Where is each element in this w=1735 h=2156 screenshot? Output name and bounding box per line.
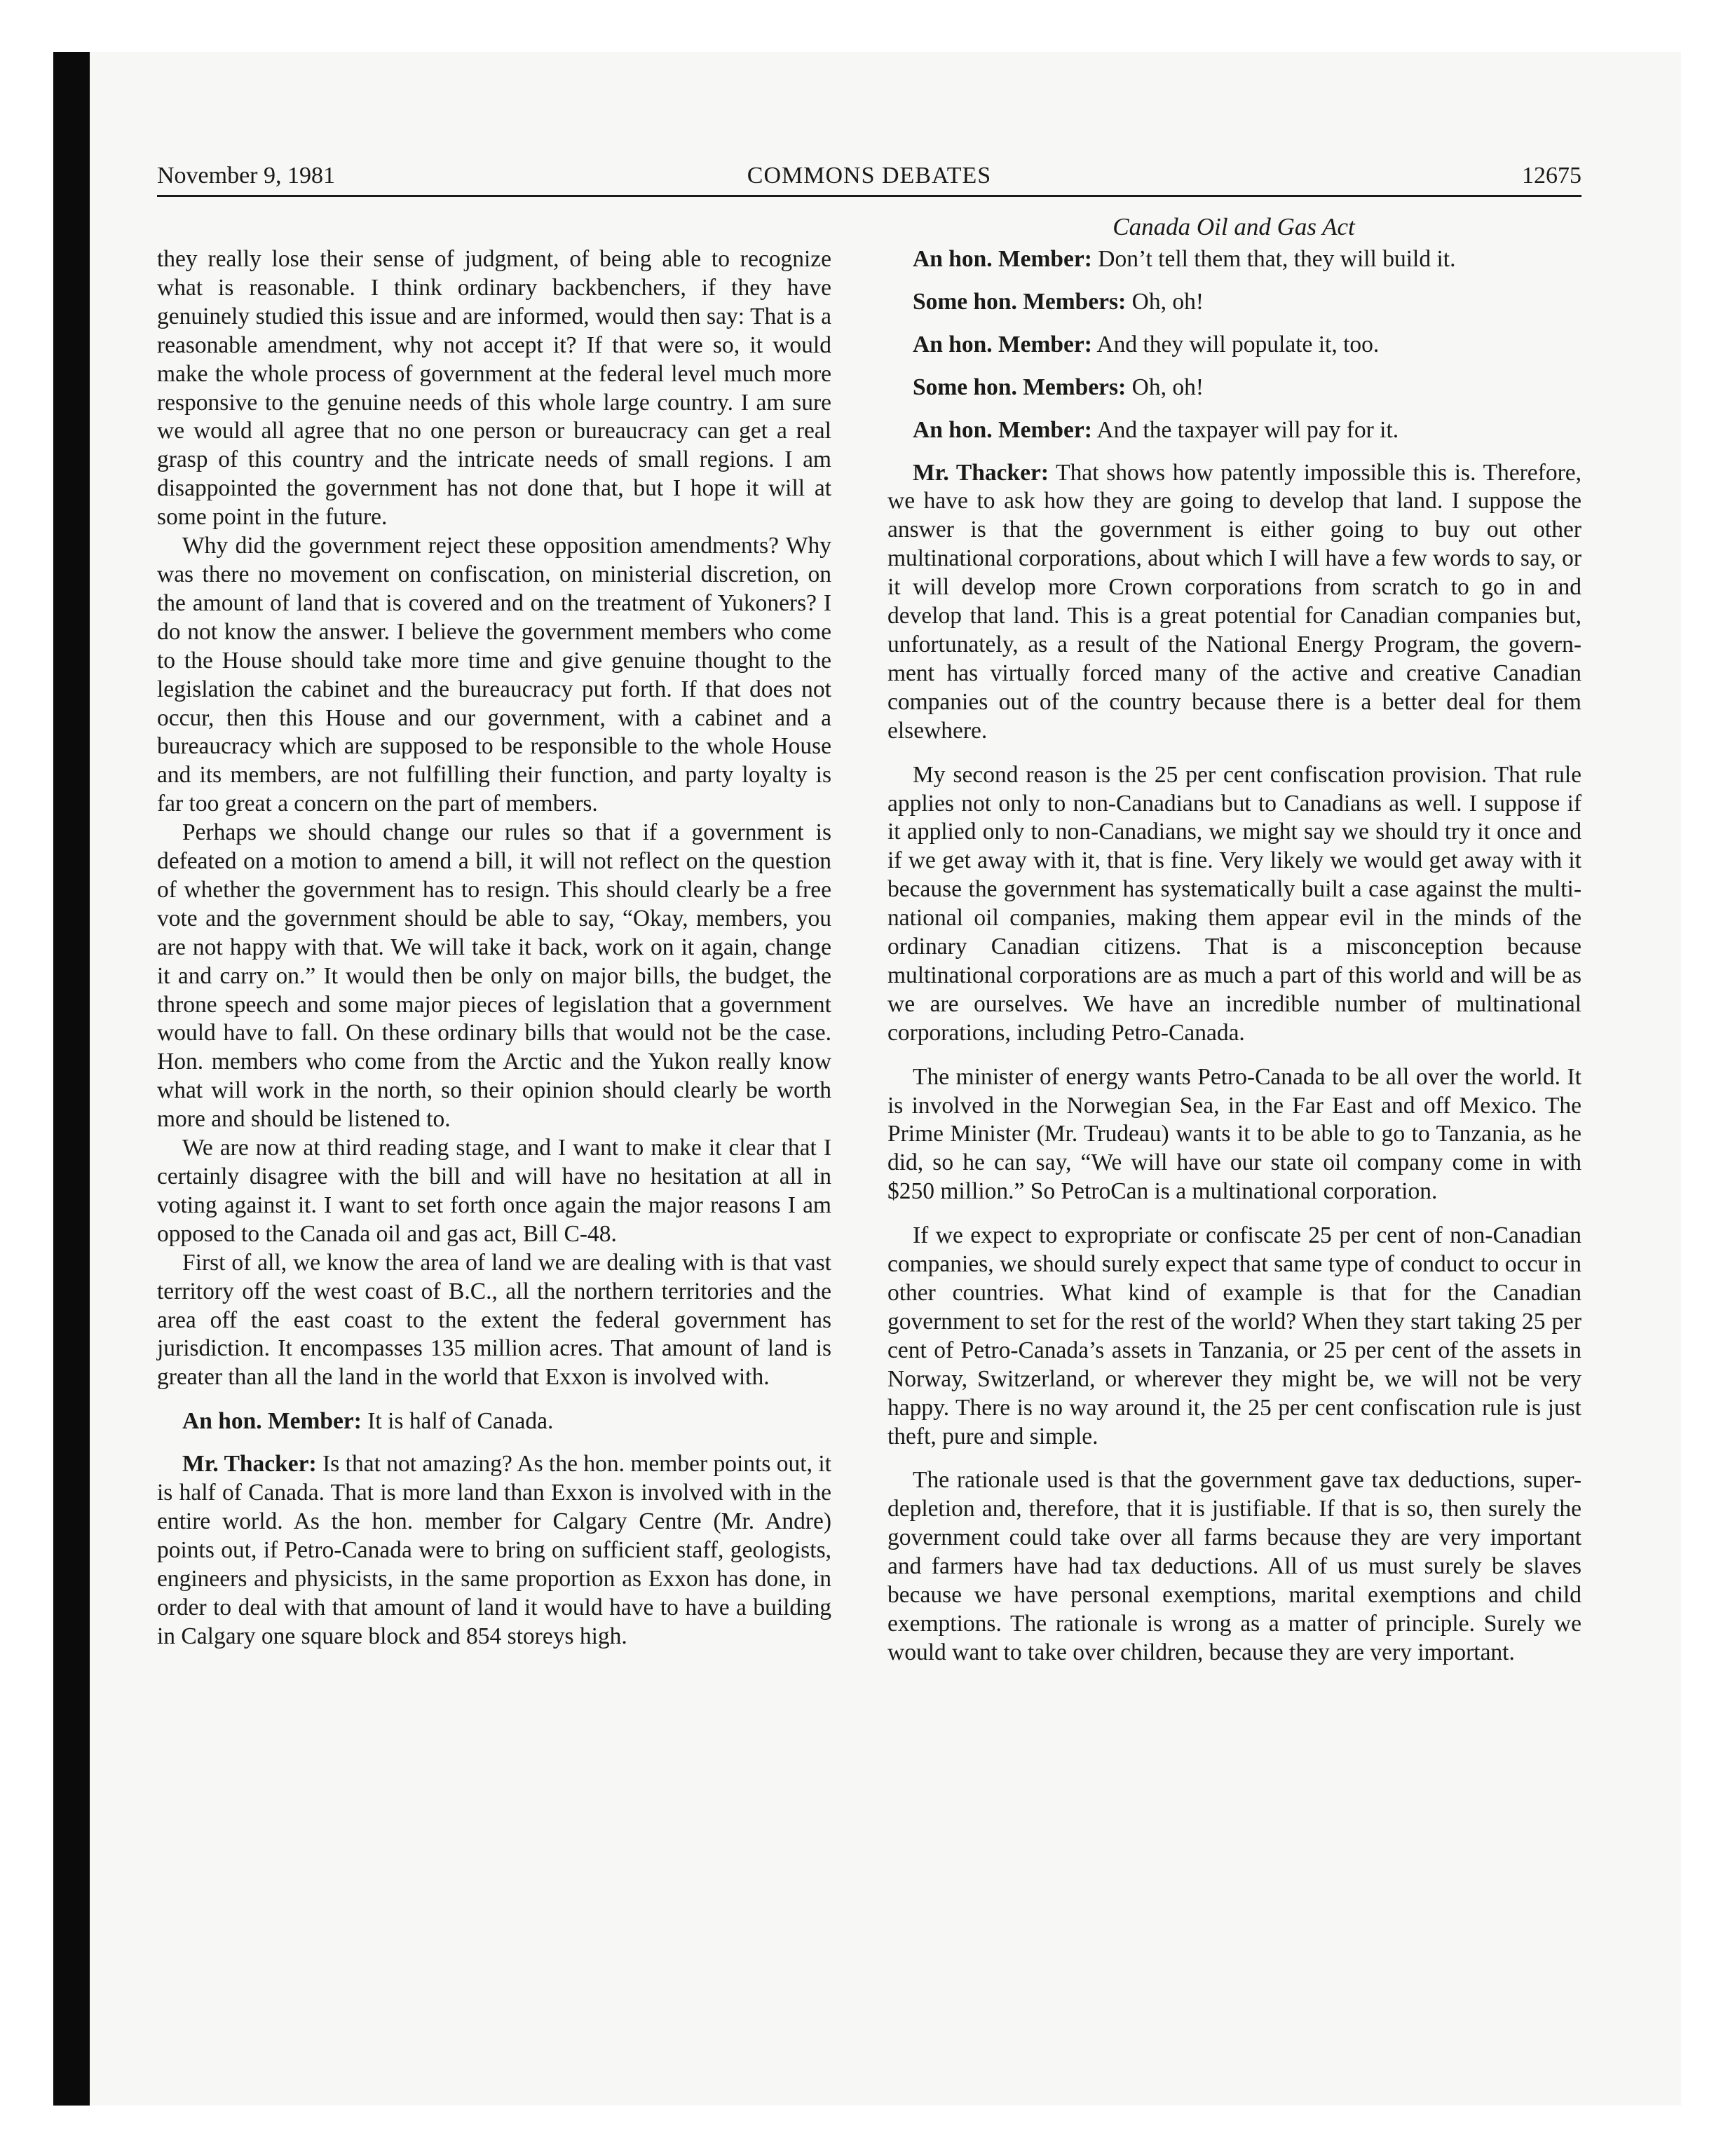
header-publication: COMMONS DEBATES bbox=[747, 163, 992, 189]
speaker-name: An hon. Member: bbox=[913, 416, 1092, 443]
right-column bbox=[887, 245, 1581, 1667]
page-header bbox=[157, 160, 1581, 197]
paragraph: The rationale used is that the government gave tax deductions, super-depletion and, therefore, that it is justifiable. If that is so, then surely the government could take over all farms because they are very important and farmers have had tax deductions. All of us must surely be slaves because we have personal exemptions, marital exemptions and child exemptions. The rationale is wrong as a matter of principle. Surely we would want to take over children, because they are very important. bbox=[887, 1467, 1581, 1665]
paragraph: First of all, we know the area of land we are dealing with is that vast territory off the west coast of B.C., all the northern territories and the area off the east coast to the extent the federal government has jurisdiction. It encompasses 135 million acres. That amount of land is greater than all the land in the world that Exxon is involved with. bbox=[157, 1249, 831, 1391]
paragraph: We are now at third reading stage, and I want to make it clear that I certainly disagree with the bill and will have no hesitation at all in voting against it. I want to set forth once again the major reasons I am opposed to the Canada oil and gas act, Bill C-48. bbox=[157, 1135, 831, 1247]
speech-text: It is half of Canada. bbox=[361, 1408, 554, 1435]
speaker-name: An hon. Member: bbox=[913, 331, 1092, 357]
speaker-name: Mr. Thacker: bbox=[913, 459, 1049, 486]
speech-text: Is that not amazing? As the hon. member points out, it is half of Canada. That is more land than Exxon is involved with in the entire world. As the hon. member for Calgary Centre (Mr. Andre) points out, if Petro-Canada were to bring on sufficient staff, geologists, engineers and physicists, in the same proportion as Exxon has done, in order to deal with that amount of land it would have to have a building in Calgary one square block and 854 storeys high. bbox=[157, 1451, 831, 1649]
speaker-name: Some hon. Members: bbox=[913, 374, 1127, 400]
binding-edge bbox=[53, 52, 90, 2106]
running-head: Canada Oil and Gas Act bbox=[1113, 213, 1355, 240]
speaker-paragraph bbox=[887, 459, 1581, 746]
speaker-paragraph bbox=[157, 1407, 831, 1436]
speech-text: And the taxpayer will pay for it. bbox=[1091, 416, 1399, 443]
speaker-paragraph bbox=[887, 245, 1581, 274]
paragraph: My second reason is the 25 per cent confiscation provision. That rule applies not only to non-Canadians but to Canadians as well. I suppose if it applied only to non-Canadians, we might say we should try it once and if we get away with it, that is fine. Very likely we would get away with it because the government has systematically built a case against the multinational oil companies, making them appear evil in the minds of the ordinary Canadian citizens. That is a misconception because multinational corporations are as much a part of this world and will be as we are ourselves. We have an incredible number of multinational corporations, including Petro-Canada. bbox=[887, 761, 1581, 1046]
speech-text: Oh, oh! bbox=[1126, 288, 1204, 315]
header-date: November 9, 1981 bbox=[157, 163, 336, 189]
speaker-name: An hon. Member: bbox=[913, 246, 1092, 272]
speaker-name: An hon. Member: bbox=[182, 1408, 362, 1435]
paragraph: they really lose their sense of judgment, of being able to recognize what is reasonable. I think ordinary backbenchers, if they have genuinely studied this issue and are informed, would then say: That is a reasonable amendment, why not accept it? If that were so, it would make the whole process of government at the federal level much more responsive to the genuine needs of this whole large country. I am sure we would all agree that no one person or bureaucracy can get a real grasp of this country and the intricate needs of small regions. I am disappointed the government has not done that, but I hope it will at some point in the future. bbox=[157, 246, 831, 531]
speech-text: That shows how patently impossible this is. Therefore, we have to ask how they are going to develop that land. I suppose the answer is that the government is either going to buy out other multinational corporations, about which I will have a few words to say, or it will develop more Crown corporations from scratch to go in and develop that land. This is a great potential for Canadian companies but, unfortunately, as a result of the National Energy Program, the government has virtually forced many of the active and creative Canadian companies out of the country because there is a better deal for them elsewhere. bbox=[887, 459, 1581, 744]
speech-text: Oh, oh! bbox=[1126, 374, 1204, 400]
speaker-paragraph bbox=[887, 288, 1581, 317]
speaker-name: Some hon. Members: bbox=[913, 288, 1127, 315]
paragraph: Why did the government reject these opposition amendments? Why was there no movement on confiscation, on ministerial discretion, on the amount of land that is covered and on the treatment of Yukoners? I do not know the answer. I believe the government members who come to the House should take more time and give genuine thought to the legislation the cabinet and the bureaucracy put forth. If that does not occur, then this House and our government, with a cabinet and a bureaucracy which are supposed to be responsible to the whole House and its members, are not fulfilling their function, and party loyalty is far too great a concern on the part of members. bbox=[157, 533, 831, 817]
left-column bbox=[157, 245, 831, 1651]
paragraph: Perhaps we should change our rules so that if a government is defeated on a motion to amend a bill, it will not reflect on the question of whether the government has to resign. This should clearly be a free vote and the government should be able to say, “Okay, members, you are not happy with that. We will take it back, work on it again, change it and carry on.” It would then be only on major bills, the budget, the throne speech and some major pieces of legislation that a government would have to fall. On these ordinary bills that would not be the case. Hon. members who come from the Arctic and the Yukon really know what will work in the north, so their opinion should clearly be worth more and should be listened to. bbox=[157, 819, 831, 1133]
speaker-name: Mr. Thacker: bbox=[182, 1451, 317, 1478]
paragraph: If we expect to expropriate or confiscate 25 per cent of non-Canadian companies, we should surely expect that same type of conduct to occur in other countries. What kind of example is that for the Canadian government to set for the rest of the world? When they start taking 25 per cent of Petro-Canada’s assets in Tanzania, or 25 per cent of the assets in Norway, Switzerland, or wherever they might be, we will not be very happy. There is no way around it, the 25 per cent confiscation rule is just theft, pure and simple. bbox=[887, 1222, 1581, 1449]
speaker-paragraph bbox=[887, 331, 1581, 360]
speaker-paragraph bbox=[887, 374, 1581, 402]
speech-text: Don’t tell them that, they will build it. bbox=[1091, 246, 1456, 272]
speaker-paragraph bbox=[157, 1450, 831, 1651]
speech-text: And they will populate it, too. bbox=[1091, 331, 1380, 357]
speaker-paragraph bbox=[887, 416, 1581, 445]
header-page-number: 12675 bbox=[1522, 163, 1581, 189]
paragraph: The minister of energy wants Petro-Canada to be all over the world. It is involved in the Norwegian Sea, in the Far East and off Mexico. The Prime Minister (Mr. Trudeau) wants it to be able to go to Tanzania, as he did, so he can say, “We will have our state oil company come in with $250 million.” So PetroCan is a multinational corporation. bbox=[887, 1063, 1581, 1205]
